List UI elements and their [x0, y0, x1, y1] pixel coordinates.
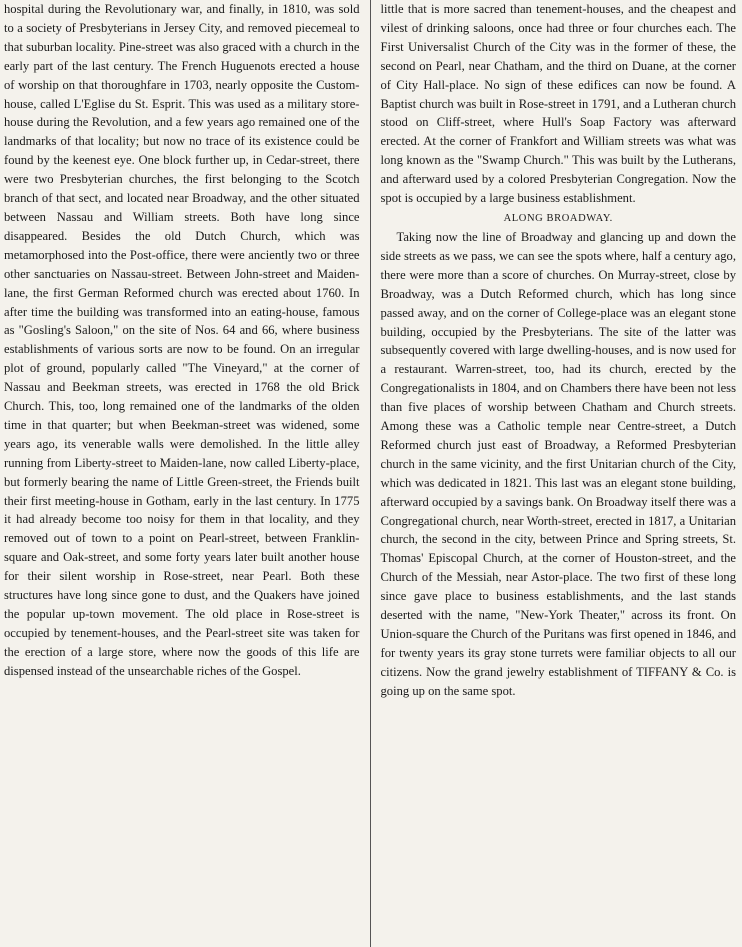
- right-column-text-after: Taking now the line of Broadway and glancing up and down the side streets as we pass, we can see the spots where, half a century ago, there were more than a score of churches. On Murray-street, close by Broadway, was a Dutch Reformed church, which has long since passed away, and on the corner of College-place was an elegant stone building, occupied by the Presbyterians. The site of the latter was subsequently covered with large dwelling-houses, and is now used for a restaurant. Warren-street, too, had its church, erected by the Congregationalists in 1804, and on Chambers there have been not less than five places of worship between Chatham and Church streets. Among these was a Catholic temple near Centre-street, a Dutch Reformed church just east of Broadway, a Reformed Presbyterian church in the same vicinity, and the first Unitarian church of the City, which was dedicated in 1821. This last was an elegant stone building, afterward occupied by a savings bank. On Broadway itself there was a Congregational church, near Worth-street, erected in 1817, a Unitarian church, the second in the city, between Prince and Spring streets, St. Thomas' Episcopal Church, at the corner of Houston-street, and the Church of the Messiah, near Astor-place. The two first of these long since gave place to business establishments, and the last stands deserted with the name, "New-York Theater," across its front. On Union-square the Church of the Puritans was first opened in 1846, and for twenty years its gray stone turrets were familiar objects to all our citizens. Now the grand jewelry establishment of TIFFANY & Co. is going up on the same spot.: [380, 229, 736, 698]
- right-column-text-before: little that is more sacred than tenement-houses, and the cheapest and vilest of drinking saloons, once had three or four churches each. The First Universalist Church of the City was in the former of these, the second on Pearl, near Chatham, and the third on Duane, at the corner of City Hall-place. No sign of these edifices can now be found. A Baptist church was built in Rose-street in 1791, and a Lutheran church stood on Cliff-street, where Hull's Soap Factory was afterward erected. At the corner of Frankfort and William streets was what was long known as the "Swamp Church." This was built by the Lutherans, and afterward used by a colored Presbyterian Congregation. Now the spot is occupied by a large business establishment.: [380, 2, 736, 206]
- right-column: [371, 0, 737, 947]
- left-column-text: hospital during the Revolutionary war, and finally, in 1810, was sold to a society of Presbyterians in Jersey City, and removed piecemeal to that suburban locality. Pine-street was also graced with a church in the early part of the last century. The French Huguenots erected a house of worship on that thoroughfare in 1703, nearly opposite the Custom-house, called L'Eglise du St. Esprit. This was used as a military store-house during the Revolution, and a few years ago remained one of the landmarks of that locality; but now no trace of its existence could be found by the keenest eye. One block further up, in Cedar-street, there were two Presbyterian churches, the first belonging to the Scotch branch of that sect, and located near Broadway, and the other situated between Nassau and William streets. Both have long since disappeared. Besides the old Dutch Church, which was metamorphosed into the Post-office, there were anciently two or three other sanctuaries on Nassau-street. Between John-street and Maiden-lane, the first German Reformed church was erected about 1760. In after time the building was transformed into an eating-house, famous as "Gosling's Saloon," on the site of Nos. 64 and 66, where business establishments of various sorts are now to be found. On an irregular plot of ground, popularly called "The Vineyard," at the corner of Nassau and Beekman streets, was erected in 1768 the old Brick Church. This, too, long remained one of the landmarks of the olden time in that quarter; but when Beekman-street was widened, some years ago, its venerable walls were demolished. In the little alley running from Liberty-street to Maiden-lane, now called Liberty-place, but formerly bearing the name of Little Green-street, the Friends built their first meeting-house in Gotham, early in the last century. In 1775 it had already become too noisy for them in that locality, and they removed out of town to a point on Pearl-street, between Franklin-square and Oak-street, and some forty years later built another house for their silent worship in Rose-street, near Pearl. Both these structures have long since gone to dust, and the Quakers have joined the popular up-town movement. The old place in Rose-street is occupied by tenement-houses, and the Pearl-street site was taken for the erection of a large store, where now the goods of this life are dispensed instead of the unsearchable riches of the Gospel.: [4, 2, 360, 678]
- section-heading: ALONG BROADWAY.: [503, 212, 613, 224]
- left-column: [4, 0, 370, 947]
